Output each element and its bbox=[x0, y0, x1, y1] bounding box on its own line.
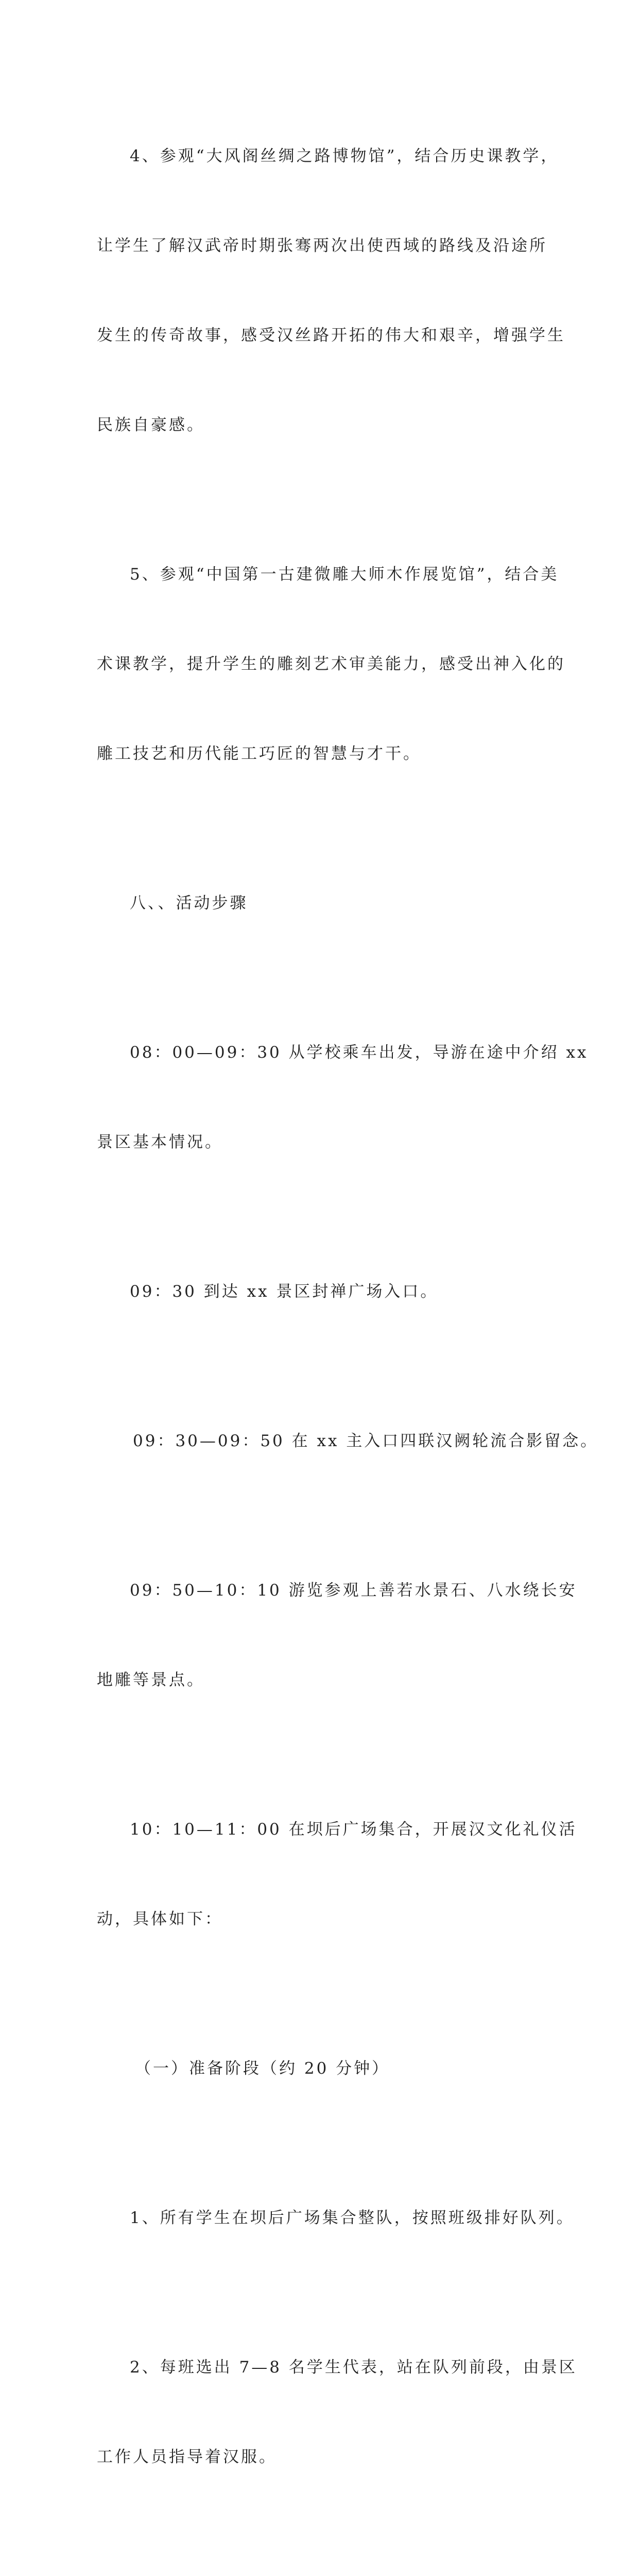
schedule-item bbox=[97, 1516, 577, 1755]
text-line: 09：30 到达 xx 景区封禅广场入口。 bbox=[130, 1282, 439, 1301]
text-line: 雕工技艺和历代能工巧匠的智慧与才干。 bbox=[97, 744, 421, 763]
text-line: 08：00—09：30 从学校乘车出发，导游在途中介绍 xx bbox=[130, 1043, 589, 1062]
text-line: 景区基本情况。 bbox=[97, 1133, 223, 1151]
text-line: 让学生了解汉武帝时期张骞两次出使西域的路线及沿途所 bbox=[97, 236, 547, 255]
section-heading bbox=[97, 828, 550, 978]
subsection-heading-text: （一）准备阶段（约 20 分钟） bbox=[135, 2059, 390, 2078]
list-item bbox=[97, 2293, 577, 2532]
text-line: 2、每班选出 7—8 名学生代表，站在队列前段，由景区 bbox=[130, 2358, 577, 2377]
text-line: 工作人员指导着汉服。 bbox=[97, 2448, 277, 2466]
schedule-item bbox=[97, 1217, 550, 1366]
schedule-item bbox=[97, 978, 589, 1217]
text-line: 发生的传奇故事，感受汉丝路开拓的伟大和艰辛，增强学生 bbox=[97, 326, 565, 345]
list-item bbox=[97, 2532, 550, 2576]
subsection-heading bbox=[97, 1994, 550, 2143]
paragraph-item-4 bbox=[97, 81, 565, 500]
schedule-item bbox=[97, 1755, 577, 1994]
text-line: 1、所有学生在坝后广场集合整队，按照班级排好队列。 bbox=[130, 2209, 575, 2227]
text-line: 术课教学，提升学生的雕刻艺术审美能力，感受出神入化的 bbox=[97, 655, 565, 673]
section-heading-text: 八、、活动步骤 bbox=[130, 894, 248, 912]
text-line: 民族自豪感。 bbox=[97, 416, 205, 434]
document-body bbox=[97, 81, 599, 2576]
schedule-item bbox=[97, 1366, 599, 1516]
text-line: 5、参观“中国第一古建微雕大师木作展览馆”，结合美 bbox=[130, 565, 559, 584]
paragraph-item-5 bbox=[97, 500, 565, 828]
text-line: 09：30—09：50 在 xx 主入口四联汉阙轮流合影留念。 bbox=[133, 1432, 599, 1450]
text-line: 4、参观“大风阁丝绸之路博物馆”，结合历史课教学， bbox=[130, 147, 559, 165]
list-item bbox=[97, 2143, 575, 2293]
text-line: 动，具体如下： bbox=[97, 1910, 223, 1928]
text-line: 10：10—11：00 在坝后广场集合，开展汉文化礼仪活 bbox=[130, 1820, 577, 1839]
text-line: 地雕等景点。 bbox=[97, 1671, 205, 1689]
text-line: 09：50—10：10 游览参观上善若水景石、八水绕长安 bbox=[130, 1581, 577, 1600]
